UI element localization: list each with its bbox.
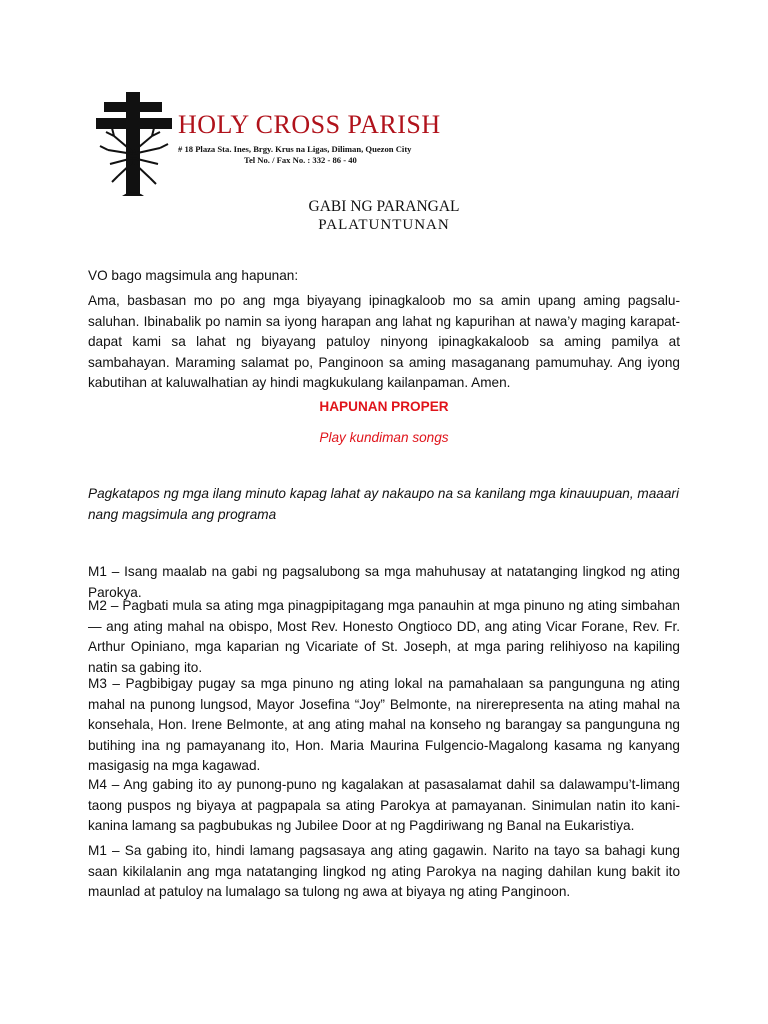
- program-line-m3: M3 – Pagbibigay pugay sa mga pinuno ng ating lokal na pamahalaan sa pangunguna ng ating mahal na punong lungsod, Mayor Josefina “Joy” Belmonte, na nirerepresenta na ating mahal na konsehala, Hon. Irene Belmonte, at ang ating mahal na konseho ng barangay sa pangunguna ng butihing ina ng pamayanang ito, Hon. Maria Maurina Fulgencio-Magalong kasama ng kanyang masigasig na mga kagawad.: [88, 676, 680, 773]
- parish-logo: [96, 92, 441, 200]
- prayer-paragraph: Ama, basbasan mo po ang mga biyayang ipinagkaloob mo sa amin upang aming pagsalu-saluhan. Ibinabalik po namin sa iyong harapan ang lahat ng kapurihan at nawa’y maging karapat-dapat kami sa lahat ng biyayang patuloy ninyong ipinagkakaloob sa aming pamilya at sambahayan. Maraming salamat po, Panginoon sa aming masaganang pamumuhay. Ang iyong kabutihan at kaluwalhatian ay hindi magkukulang kailanpaman. Amen.: [88, 293, 680, 390]
- parish-phone: Tel No. / Fax No. : 332 - 86 - 40: [244, 155, 357, 165]
- parish-name: HOLY CROSS PARISH: [178, 110, 441, 139]
- section-note: Play kundiman songs: [319, 430, 449, 445]
- document-subtitle: PALATUNTUNAN: [318, 217, 450, 233]
- vo-label: VO bago magsimula ang hapunan:: [88, 268, 299, 283]
- program-line-m1-closing: M1 – Sa gabing ito, hindi lamang pagsasaya ang ating gagawin. Narito na tayo sa bahagi kung saan kikilalanin ang mga natatanging lingkod ng ating Parokya na naging dahilan kung bakit ito maunlad at patuloy na lumalago sa tulong ng awa at biyaya ng ating Panginoon.: [88, 843, 680, 899]
- instruction-paragraph: Pagkatapos ng mga ilang minuto kapag lahat ay nakaupo na sa kanilang mga kinauupuan, maaari nang magsimula ang programa: [88, 486, 679, 522]
- document-title: GABI NG PARANGAL: [308, 198, 460, 215]
- program-line-m2: M2 – Pagbati mula sa ating mga pinagpipitagang mga panauhin at mga pinuno ng ating simbahan— ang ating mahal na obispo, Most Rev. Honesto Ongtioco DD, ang ating Vicar Forane, Rev. Fr. Arthur Opiniano, mga kaparian ng Vicariate of St. Joseph, at mga paring relihiyoso na kapiling natin sa gabing ito.: [88, 598, 680, 675]
- tree-cross-icon: [96, 92, 172, 200]
- parish-address: # 18 Plaza Sta. Ines, Brgy. Krus na Ligas, Diliman, Quezon City: [178, 144, 412, 154]
- program-line-m4: M4 – Ang gabing ito ay punong-puno ng kagalakan at pasasalamat dahil sa dalawampu’t-limang taong puspos ng biyaya at pagpapala sa ating Parokya at pamayanan. Sinimulan natin ito kani-kanina lamang sa pagbubukas ng Jubilee Door at ng Pagdiriwang ng Banal na Eukaristiya.: [88, 777, 680, 833]
- program-line-m1: M1 – Isang maalab na gabi ng pagsalubong sa mga mahuhusay at natatanging lingkod ng ating Parokya.: [88, 564, 680, 600]
- section-heading: HAPUNAN PROPER: [319, 399, 449, 414]
